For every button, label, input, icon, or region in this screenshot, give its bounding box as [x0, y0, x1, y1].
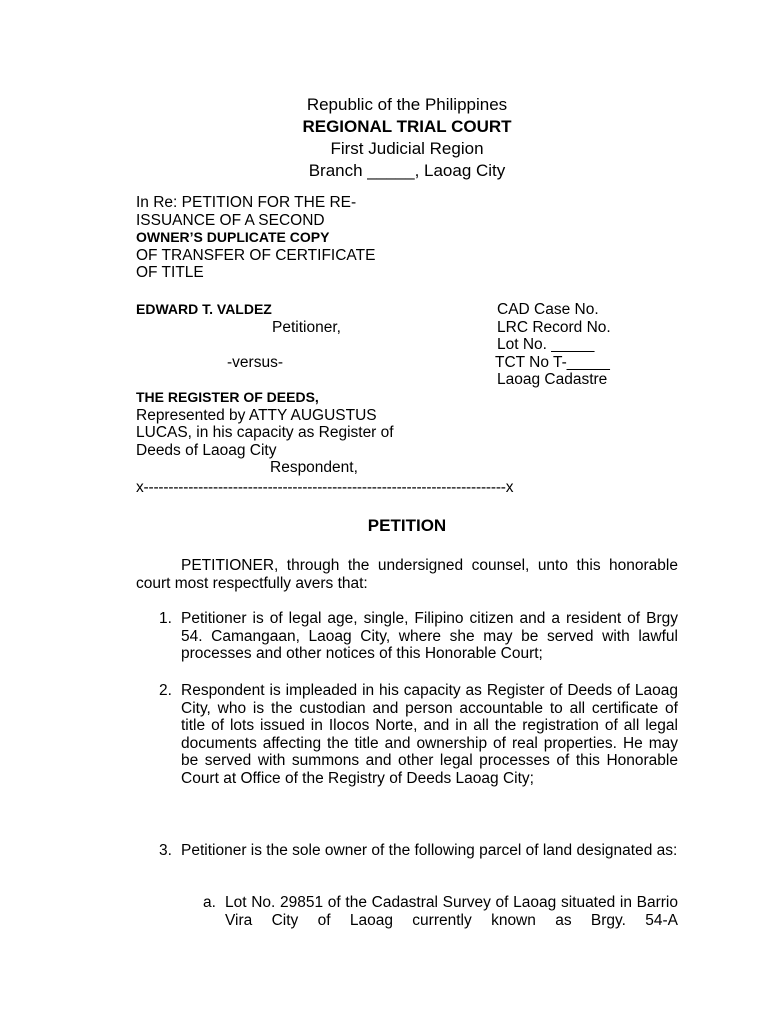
in-re-line: OF TITLE [136, 264, 204, 282]
case-info [497, 301, 611, 389]
in-re-caption [136, 194, 375, 282]
case-info-line: Laoag Cadastre [497, 371, 608, 389]
court-header [0, 94, 768, 182]
petitioner-name: EDWARD T. VALDEZ [136, 301, 272, 317]
respondent-name: THE REGISTER OF DEEDS, [136, 389, 319, 405]
case-info-line: LRC Record No. [497, 318, 611, 336]
court-name: REGIONAL TRIAL COURT [302, 117, 512, 136]
respondent-block [136, 389, 394, 477]
petitioner-block [136, 301, 341, 371]
republic-line: Republic of the Philippines [306, 95, 508, 114]
petitioner-label: Petitioner, [272, 318, 341, 336]
list-item-number: 2. [159, 682, 172, 699]
respondent-line: Represented by ATTY AUGUSTUS [136, 406, 377, 424]
caption-divider: x-------------------------------------------------------------------------x [136, 479, 514, 496]
intro-paragraph: PETITIONER, through the undersigned counsel, unto this honorable court most respectfully avers that: [136, 557, 678, 592]
in-re-line: OF TRANSFER OF CERTIFICATE [136, 246, 376, 264]
list-item-number: 1. [159, 610, 172, 627]
respondent-line: LUCAS, in his capacity as Register of [136, 424, 394, 442]
case-info-line: CAD Case No. [497, 301, 599, 318]
sub-list-item-text: Lot No. 29851 of the Cadastral Survey of Laoag situated in Barrio Vira City of Laoag currently known as Brgy. 54-A [225, 894, 678, 929]
respondent-label: Respondent, [270, 459, 358, 477]
in-re-line: ISSUANCE OF A SECOND [136, 211, 325, 229]
case-info-line: Lot No. _____ [497, 336, 595, 354]
list-item-number: 3. [159, 842, 172, 859]
respondent-line: Deeds of Laoag City [136, 441, 277, 459]
list-item-text: Respondent is impleaded in his capacity as Register of Deeds of Laoag City, who is the custodian and person accountable to all certificate of title of lots issued in Ilocos Norte, and in all the registration of all legal documents affecting the title and ownership of real properties. He may be served with summons and other legal processes of this Honorable Court at Office of the Registry of Deeds Laoag City; [181, 682, 678, 787]
judicial-region: First Judicial Region [330, 139, 484, 158]
list-item-text: Petitioner is of legal age, single, Filipino citizen and a resident of Brgy 54. Camangaan, Laoag City, where she may be served with lawful processes and other notices of this Honorable Court; [181, 610, 678, 663]
in-re-line: OWNER’S DUPLICATE COPY [136, 229, 330, 246]
branch-line: Branch _____, Laoag City [308, 161, 506, 180]
versus-label: -versus- [227, 353, 283, 371]
list-item-text: Petitioner is the sole owner of the following parcel of land designated as: [181, 842, 678, 859]
case-info-line: TCT No T-_____ [495, 353, 610, 371]
in-re-line: In Re: PETITION FOR THE RE- [136, 194, 357, 211]
sub-list-item-letter: a. [203, 894, 216, 911]
document-title: PETITION [367, 516, 447, 535]
